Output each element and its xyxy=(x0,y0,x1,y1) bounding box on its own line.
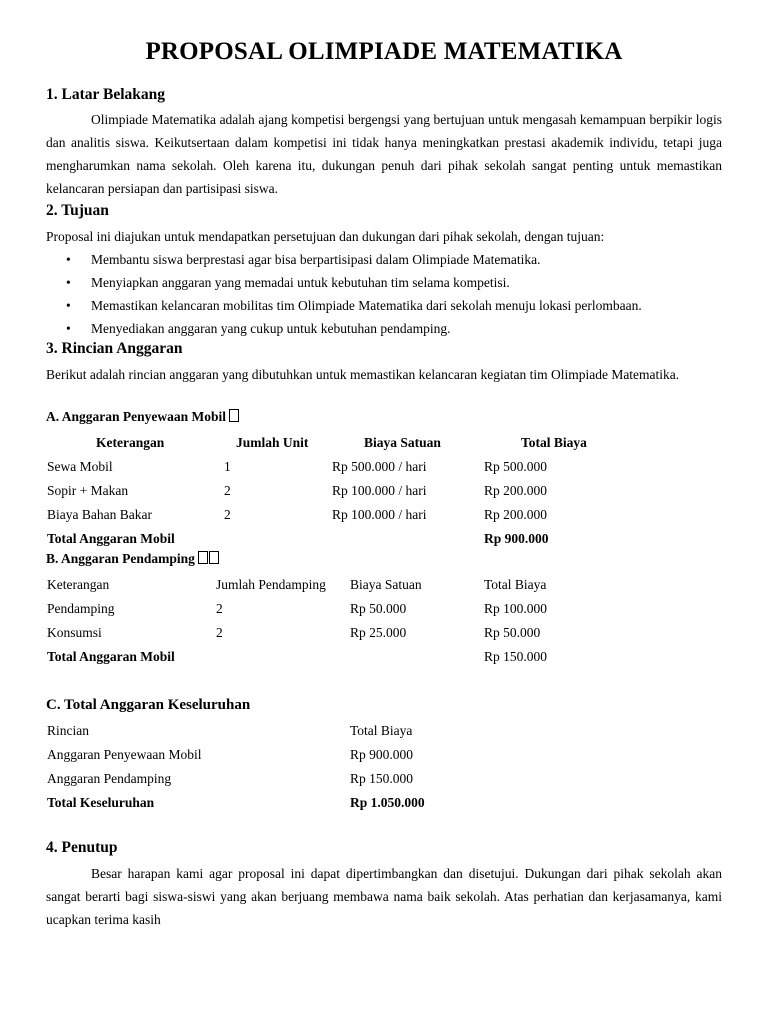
budget-intro: Berikut adalah rincian anggaran yang dibutuhkan untuk memastikan kelancaran kegiatan tim Olimpiade Matematika. xyxy=(46,367,680,382)
person-emoji-icon xyxy=(198,551,208,564)
closing-paragraph: Besar harapan kami agar proposal ini dapat dipertimbangkan dan disetujui. Dukungan dari pihak sekolah akan sangat berarti bagi siswa-siswi yang akan berjuang membawa nama baik sekolah. Atas perhatian dan kerjasamanya, kami ucapkan terima kasih xyxy=(46,866,722,927)
subheading-overall: C. Total Anggaran Keseluruhan xyxy=(46,697,251,713)
person-emoji-icon xyxy=(209,551,219,564)
subheading-car-rental: A. Anggaran Penyewaan Mobil xyxy=(46,409,239,425)
goals-intro: Proposal ini diajukan untuk mendapatkan persetujuan dan dukungan dari pihak sekolah, dengan tujuan: xyxy=(46,229,605,244)
section-heading-background: 1. Latar Belakang xyxy=(46,86,165,103)
section-heading-goals: 2. Tujuan xyxy=(46,202,109,219)
list-item: • Menyiapkan anggaran yang memadai untuk kebutuhan tim selama kompetisi. xyxy=(66,275,510,290)
list-item: • Menyediakan anggaran yang cukup untuk kebutuhan pendamping. xyxy=(66,321,451,336)
section-heading-closing: 4. Penutup xyxy=(46,839,118,856)
list-item: • Membantu siswa berprestasi agar bisa berpartisipasi dalam Olimpiade Matematika. xyxy=(66,252,541,267)
document-page: PROPOSAL OLIMPIADE MATEMATIKA 1. Latar Belakang Olimpiade Matematika adalah ajang kompetisi bergengsi yang bertujuan untuk mengasah kemampuan berpikir logis dan analitis siswa. Keikutsertaan dalam kompetisi ini tidak hanya meningkatkan prestasi akademik individu, tetapi juga mengharumkan nama sekolah. Oleh karena itu, dukungan penuh dari pihak sekolah sangat penting untuk memastikan kelancaran persiapan dan partisipasi siswa. 2. Tujuan Proposal ini diajukan untuk mendapatkan persetujuan dan dukungan dari pihak sekolah, dengan tujuan: • Membantu siswa berprestasi agar bisa berpartisipasi dalam Olimpiade Matematika. • Menyiapkan anggaran yang memadai untuk kebutuhan tim selama kompetisi. • Memastikan kelancaran mobilitas tim Olimpiade Matematika dari sekolah menuju lokasi perlombaan. • Menyediakan anggaran yang cukup untuk kebutuhan pendamping. 3. Rincian Anggaran Berikut adalah rincian anggaran yang dibutuhkan untuk memastikan kelancaran kegiatan tim Olimpiade Matematika. A. Anggaran Penyewaan Mobil Keterangan Jumlah Unit Biaya Satuan Total Biaya Sewa Mobil 1 Rp 500.000 / hari Rp 500.000 Sopir + Makan 2 Rp 100.000 / hari Rp 200.000 Biaya Bahan Bakar 2 Rp 100.000 / hari Rp 200.000 Total Anggaran Mobil Rp 900.000 B. Anggaran Pendamping Keterangan Jumlah Pendamping Biaya Satuan Total Biaya Pendamping 2 Rp 50.000 Rp 100.000 Konsumsi 2 Rp 25.000 Rp 50.000 Total Anggaran Mobil Rp 150.000 C. Total Anggaran Keseluruhan Rincian Total Biaya Anggaran Penyewaan Mobil Rp 900.000 Anggaran Pendamping Rp 150.000 Total Keseluruhan Rp 1.050.000 4. Penutup Besar harapan kami agar proposal ini dapat dipertimbangkan dan disetujui. Dukungan dari pihak sekolah akan sangat berarti bagi siswa-siswi yang akan berjuang membawa nama baik sekolah. Atas perhatian dan kerjasamanya, kami ucapkan terima kasih xyxy=(0,0,768,1024)
subheading-companion: B. Anggaran Pendamping xyxy=(46,551,219,567)
goals-list xyxy=(46,248,722,340)
document-title: PROPOSAL OLIMPIADE MATEMATIKA xyxy=(145,38,623,65)
background-paragraph: Olimpiade Matematika adalah ajang kompetisi bergengsi yang bertujuan untuk mengasah kemampuan berpikir logis dan analitis siswa. Keikutsertaan dalam kompetisi ini tidak hanya meningkatkan prestasi akademik individu, tetapi juga mengharumkan nama sekolah. Oleh karena itu, dukungan penuh dari pihak sekolah sangat penting untuk memastikan kelancaran persiapan dan partisipasi siswa. xyxy=(46,112,722,196)
section-heading-budget: 3. Rincian Anggaran xyxy=(46,340,183,357)
list-item: • Memastikan kelancaran mobilitas tim Olimpiade Matematika dari sekolah menuju lokasi perlombaan. xyxy=(66,298,642,313)
car-emoji-icon xyxy=(229,409,239,422)
